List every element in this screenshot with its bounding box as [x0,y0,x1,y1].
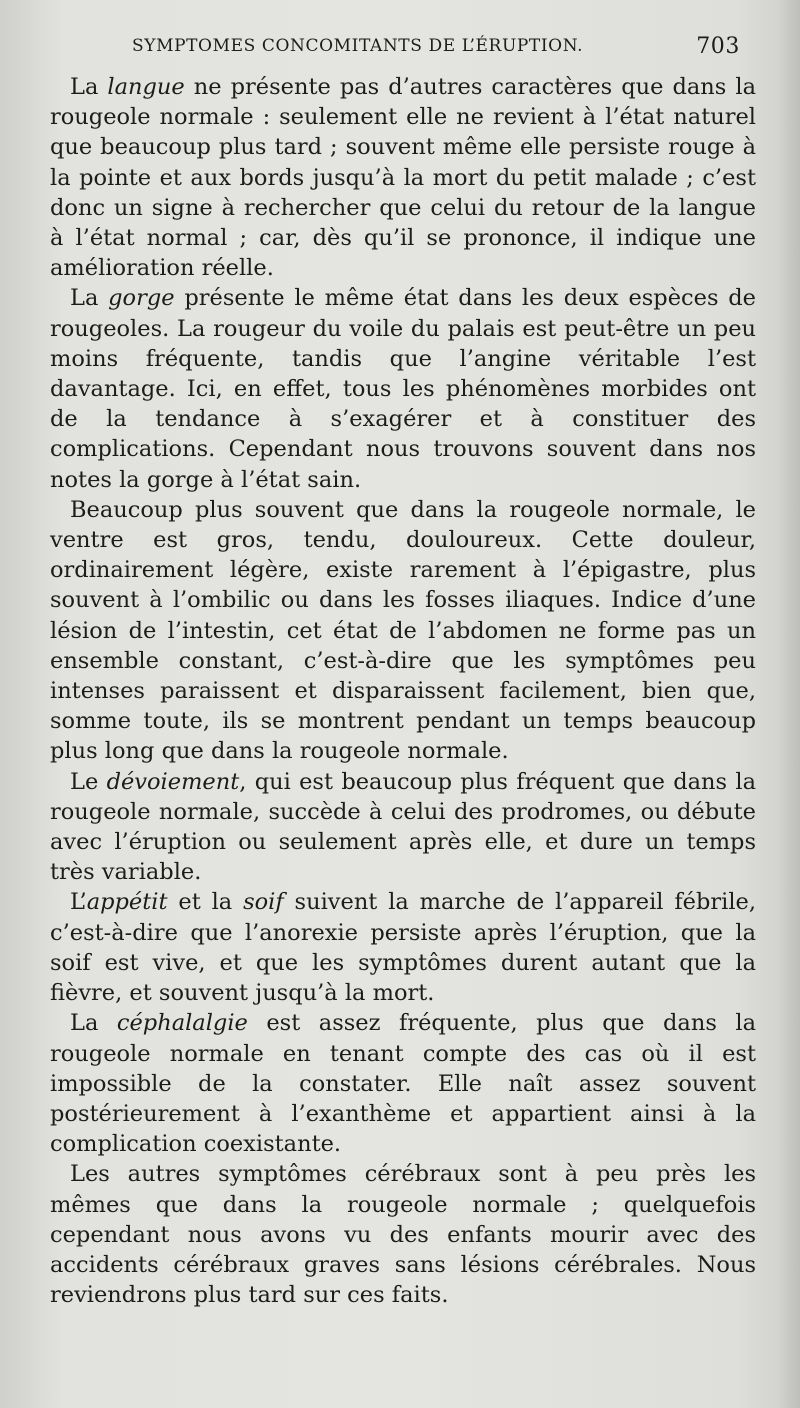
italic-term: gorge [108,285,175,312]
text-segment: La [70,1010,117,1037]
paragraph-ventre [50,495,756,767]
text-segment: suivent la marche de l’appareil fébrile, c’est-à-dire que l’anorexie persiste après l’éruption, que la soif est vive, et que les symptômes durent autant que la fièvre, et souvent jusqu’à la mort. [50,889,756,1007]
text-segment: L’ [70,889,87,916]
page-edge-shadow [778,0,800,1408]
text-segment: Les autres symptômes cérébraux sont à peu près les mêmes que dans la rougeole normale ; quelquefois cependant nous avons vu des enfants mourir avec des accidents cérébraux graves sans lésions cérébrales. Nous reviendrons plus tard sur ces faits. [50,1161,756,1309]
italic-term: soif [243,889,284,916]
text-segment: Beaucoup plus souvent que dans la rougeole normale, le ventre est gros, tendu, douloureux. Cette douleur, ordinairement légère, existe rarement à l’épigastre, plus souvent à l’ombilic ou dans les fosses iliaques. Indice d’une lésion de l’intestin, cet état de l’abdomen ne forme pas un ensemble constant, c’est-à-dire que les symptômes peu intenses paraissent et disparaissent facilement, bien que, somme toute, ils se montrent pendant un temps beaucoup plus long que dans la rougeole normale. [50,496,756,765]
paragraph-devoiement [50,767,756,888]
text-segment: La [70,74,108,100]
text-segment: La [70,285,109,312]
page-number: 703 [696,34,740,59]
body-text [50,72,756,1310]
paragraph-appetit-soif [50,887,756,1008]
italic-term: langue [107,74,185,100]
text-segment: , qui est beaucoup plus fréquent que dans la rougeole normale, succède à celui des prodromes, ou débute avec l’éruption ou seulement après elle, et dure un temps très variable. [50,768,756,886]
paragraph-langue [50,72,756,283]
italic-term: appétit [86,889,168,916]
italic-term: céphalalgie [116,1010,248,1037]
text-segment: et la [167,889,244,916]
italic-term: dévoiement [106,768,240,795]
running-title: SYMPTOMES CONCOMITANTS DE L’ÉRUPTION. [132,36,584,56]
paragraph-cephalalgie [50,1008,756,1159]
paragraph-symptomes-cerebraux [50,1159,756,1310]
paragraph-gorge [50,283,756,494]
text-segment: ne présente pas d’autres caractères que dans la rougeole normale : seulement elle ne revient à l’état naturel que beaucoup plus tard ; souvent même elle persiste rouge à la pointe et aux bords jusqu’à la mort du petit malade ; c’est donc un signe à rechercher que celui du retour de la langue à l’état normal ; car, dès qu’il se prononce, il indique une amélioration réelle. [50,74,756,282]
text-segment: présente le même état dans les deux espèces de rougeoles. La rougeur du voile du palais est peut-être un peu moins fréquente, tandis que l’angine véritable l’est davantage. Ici, en effet, tous les phénomènes morbides ont de la tendance à s’exagérer et à constituer des complications. Cependant nous trouvons souvent dans nos notes la gorge à l’état sain. [50,285,756,493]
running-head [132,36,744,60]
text-segment: Le [70,768,107,795]
text-segment: est assez fréquente, plus que dans la rougeole normale en tenant compte des cas où il est impossible de la constater. Elle naît assez souvent postérieurement à l’exanthème et appartient ainsi à la complication coexistante. [50,1010,756,1158]
